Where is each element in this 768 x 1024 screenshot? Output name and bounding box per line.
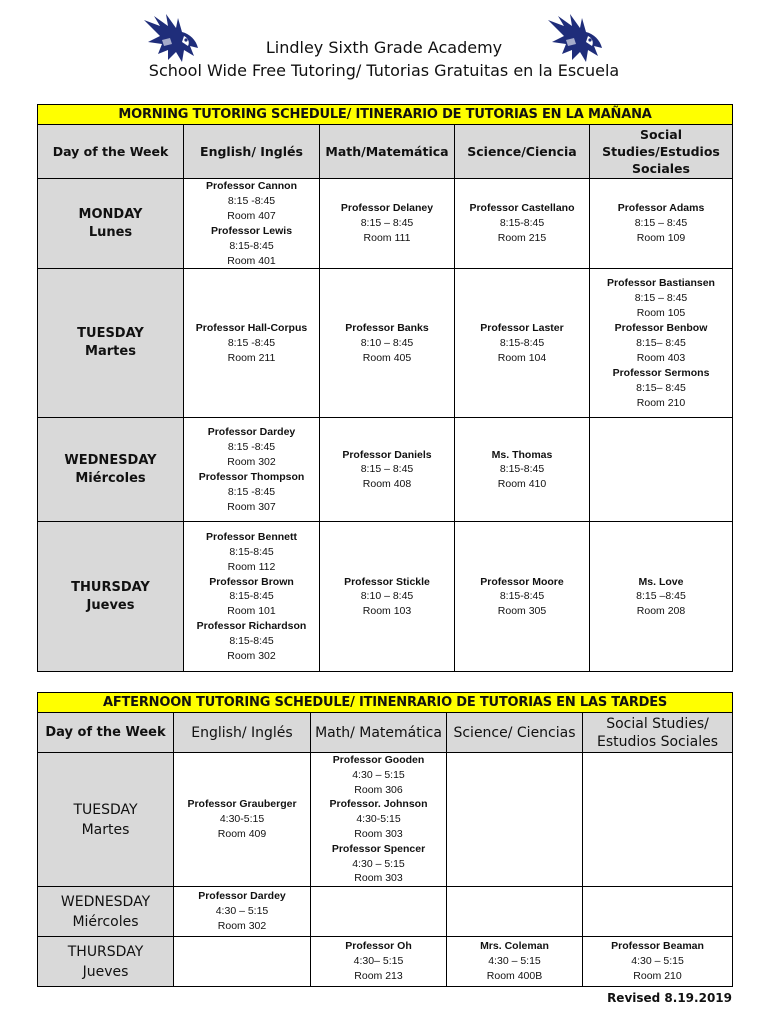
tutor-name: Professor Moore (480, 575, 564, 588)
tutor-time: 4:30 – 5:15 (215, 905, 269, 918)
schedule-cell (447, 753, 583, 887)
day-name-spanish: Miércoles (75, 470, 146, 486)
schedule-cell (320, 269, 455, 418)
day-name-spanish: Martes (81, 821, 130, 838)
tutor-room: Room 210 (636, 396, 686, 409)
tutor-time: 8:15-8:45 (229, 545, 274, 558)
day-name: MONDAY (78, 206, 143, 222)
tutor-room: Room 305 (497, 605, 547, 618)
tutor-room: Room 215 (497, 232, 547, 245)
tutor-room: Room 111 (363, 232, 411, 245)
tutor-name: Professor Dardey (207, 426, 296, 439)
tutor-name: Professor Banks (345, 322, 429, 335)
tutor-name: Professor Lewis (210, 224, 293, 237)
tutor-time: 4:30 – 5:15 (352, 768, 405, 781)
column-header: Day of the Week (38, 125, 184, 179)
schedule-cell (174, 887, 311, 937)
schedule-cell (184, 179, 320, 269)
afternoon-schedule-title: AFTERNOON TUTORING SCHEDULE/ ITINENRARIO DE TUTORIAS EN LAS TARDES (38, 693, 733, 713)
table-row (38, 753, 733, 887)
tutor-time: 8:10 – 8:45 (360, 590, 414, 603)
tutor-time: 8:15 –8:45 (636, 590, 686, 603)
afternoon-header-row (38, 713, 733, 753)
tutor-name: Professor Cannon (205, 180, 297, 192)
tutor-time: 8:15 – 8:45 (634, 217, 688, 230)
tutor-room: Room 112 (227, 560, 276, 573)
day-cell (38, 887, 174, 937)
schedule-cell (320, 418, 455, 522)
tutor-name: Professor Sermons (612, 366, 710, 379)
day-name: TUESDAY (73, 801, 138, 818)
schedule-cell (590, 179, 733, 269)
tutor-name: Professor Oh (345, 940, 412, 953)
schedule-cell (174, 937, 311, 987)
tutor-name: Professor Stickle (344, 575, 430, 588)
day-name: THURSDAY (71, 579, 150, 595)
schedule-cell (320, 522, 455, 672)
schedule-cell (184, 522, 320, 672)
schedule-cell (583, 753, 733, 887)
tutor-room: Room 405 (362, 351, 412, 364)
tutor-time: 8:10 – 8:45 (360, 336, 414, 349)
schedule-cell (590, 269, 733, 418)
column-header: Math/Matemática (320, 125, 455, 179)
tutor-name: Professor Dardey (198, 890, 286, 903)
schedule-cell (590, 418, 733, 522)
schedule-cell (455, 522, 590, 672)
tutor-room: Room 109 (636, 232, 686, 245)
tutor-room: Room 105 (636, 307, 686, 320)
tutor-name: Professor Spencer (331, 842, 426, 855)
day-name-spanish: Lunes (88, 224, 133, 240)
tutor-time: 4:30– 5:15 (353, 955, 404, 968)
tutor-time: 8:15 – 8:45 (634, 292, 688, 305)
tutor-name: Ms. Thomas (491, 448, 553, 461)
column-header: Social Studies/ Estudios Sociales (583, 713, 733, 753)
day-cell (38, 937, 174, 987)
day-cell (38, 753, 174, 887)
tutor-time: 8:15– 8:45 (636, 336, 686, 349)
tutor-room: Room 101 (227, 605, 276, 618)
morning-schedule-title: MORNING TUTORING SCHEDULE/ ITINERARIO DE TUTORIAS EN LA MAÑANA (38, 105, 733, 125)
tutor-room: Room 303 (354, 872, 403, 885)
table-row (38, 418, 733, 522)
tutor-room: Room 400B (486, 970, 543, 983)
day-cell (38, 418, 184, 522)
tutor-room: Room 302 (227, 456, 276, 469)
tutor-time: 8:15-8:45 (499, 590, 545, 603)
tutor-room: Room 211 (227, 351, 276, 364)
tutor-room: Room 104 (497, 351, 547, 364)
tutor-name: Professor Beaman (611, 940, 704, 953)
tutor-time: 4:30-5:15 (219, 813, 265, 826)
tutor-room: Room 302 (217, 920, 267, 933)
day-name: WEDNESDAY (60, 893, 151, 910)
day-cell (38, 269, 184, 418)
table-row (38, 522, 733, 672)
tutor-time: 8:15– 8:45 (636, 381, 686, 394)
day-name: TUESDAY (77, 326, 144, 342)
tutor-room: Room 307 (227, 500, 276, 513)
day-cell (38, 179, 184, 269)
tutor-room: Room 408 (362, 478, 412, 491)
tutor-name: Professor Delaney (340, 202, 434, 215)
day-name-spanish: Miércoles (72, 913, 139, 930)
schedule-cell (311, 753, 447, 887)
column-header: English/ Inglés (184, 125, 320, 179)
tutor-time: 8:15 -8:45 (227, 336, 276, 349)
tutor-room: Room 302 (227, 650, 276, 663)
tutor-time: 8:15-8:45 (229, 590, 274, 603)
tutor-name: Professor Grauberger (187, 798, 297, 811)
schedule-cell (184, 418, 320, 522)
tutor-name: Professor Brown (209, 575, 294, 588)
tutor-time: 8:15 -8:45 (227, 194, 276, 207)
schedule-cell (184, 269, 320, 418)
tutor-time: 8:15-8:45 (499, 217, 545, 230)
page-subtitle: School Wide Free Tutoring/ Tutorias Gratuitas en la Escuela (148, 61, 620, 80)
tutor-room: Room 410 (497, 478, 547, 491)
tutor-name: Mrs. Coleman (480, 940, 549, 953)
schedule-cell (174, 753, 311, 887)
tutor-name: Professor Benbow (614, 322, 708, 335)
tutor-room: Room 409 (217, 827, 267, 840)
day-name-spanish: Martes (85, 344, 136, 360)
tutor-time: 8:15 – 8:45 (360, 217, 414, 230)
schedule-cell (583, 887, 733, 937)
tutor-time: 8:15-8:45 (499, 463, 545, 476)
tutor-room: Room 303 (354, 827, 403, 840)
schedule-cell (583, 937, 733, 987)
tutor-room: Room 213 (354, 970, 403, 983)
tutor-name: Ms. Love (638, 575, 684, 588)
day-cell (38, 522, 184, 672)
column-header: English/ Inglés (174, 713, 311, 753)
morning-header-row (38, 125, 733, 179)
tutor-name: Professor. Johnson (329, 798, 428, 811)
tutor-room: Room 407 (227, 209, 276, 222)
tutor-room: Room 210 (633, 970, 682, 983)
tutor-time: 8:15-8:45 (229, 239, 274, 252)
day-name: WEDNESDAY (64, 452, 157, 468)
schedule-cell (590, 522, 733, 672)
tutor-name: Professor Bennett (205, 530, 298, 543)
tutor-time: 8:15 -8:45 (227, 485, 276, 498)
schedule-cell (311, 887, 447, 937)
day-name: THURSDAY (67, 943, 144, 960)
revised-date: Revised 8.19.2019 (607, 991, 732, 1005)
schedule-cell (455, 269, 590, 418)
tutor-name: Professor Bastiansen (607, 277, 715, 290)
tutor-time: 4:30 – 5:15 (631, 955, 684, 968)
tutor-room: Room 401 (227, 254, 276, 267)
tutor-time: 8:15 – 8:45 (360, 463, 414, 476)
schedule-cell (455, 179, 590, 269)
column-header: Math/ Matemática (311, 713, 447, 753)
tutor-room: Room 306 (354, 783, 403, 796)
tutor-time: 8:15-8:45 (499, 336, 545, 349)
tutor-time: 8:15-8:45 (229, 635, 274, 648)
table-row (38, 269, 733, 418)
tutor-room: Room 403 (636, 351, 686, 364)
table-row (38, 937, 733, 987)
tutor-name: Professor Richardson (196, 620, 307, 633)
schedule-cell (447, 887, 583, 937)
table-row (38, 179, 733, 269)
tutor-name: Professor Thompson (198, 470, 305, 483)
tutor-name: Professor Hall-Corpus (195, 322, 308, 335)
table-row (38, 887, 733, 937)
schedule-cell (320, 179, 455, 269)
tutor-room: Room 103 (362, 605, 412, 618)
school-name: Lindley Sixth Grade Academy (265, 38, 503, 57)
tutor-time: 4:30-5:15 (356, 813, 401, 826)
tutor-name: Professor Castellano (469, 202, 575, 215)
schedule-cell (455, 418, 590, 522)
tutor-time: 4:30 – 5:15 (352, 857, 405, 870)
tutor-time: 8:15 -8:45 (227, 441, 276, 454)
column-header: Science/Ciencia (455, 125, 590, 179)
schedule-cell (447, 937, 583, 987)
day-name-spanish: Jueves (82, 963, 129, 980)
tutor-time: 4:30 – 5:15 (488, 955, 541, 968)
schedule-cell (311, 937, 447, 987)
day-name-spanish: Jueves (86, 597, 135, 613)
tutor-name: Professor Daniels (342, 448, 432, 461)
afternoon-schedule-table (37, 692, 733, 987)
column-header: Day of the Week (38, 713, 174, 753)
tutor-room: Room 208 (636, 605, 686, 618)
morning-schedule-table (37, 104, 733, 672)
column-header: Science/ Ciencias (447, 713, 583, 753)
tutor-name: Professor Laster (480, 322, 564, 335)
column-header: Social Studies/Estudios Sociales (590, 125, 733, 179)
tutor-name: Professor Gooden (332, 754, 425, 766)
tutor-name: Professor Adams (617, 202, 705, 215)
